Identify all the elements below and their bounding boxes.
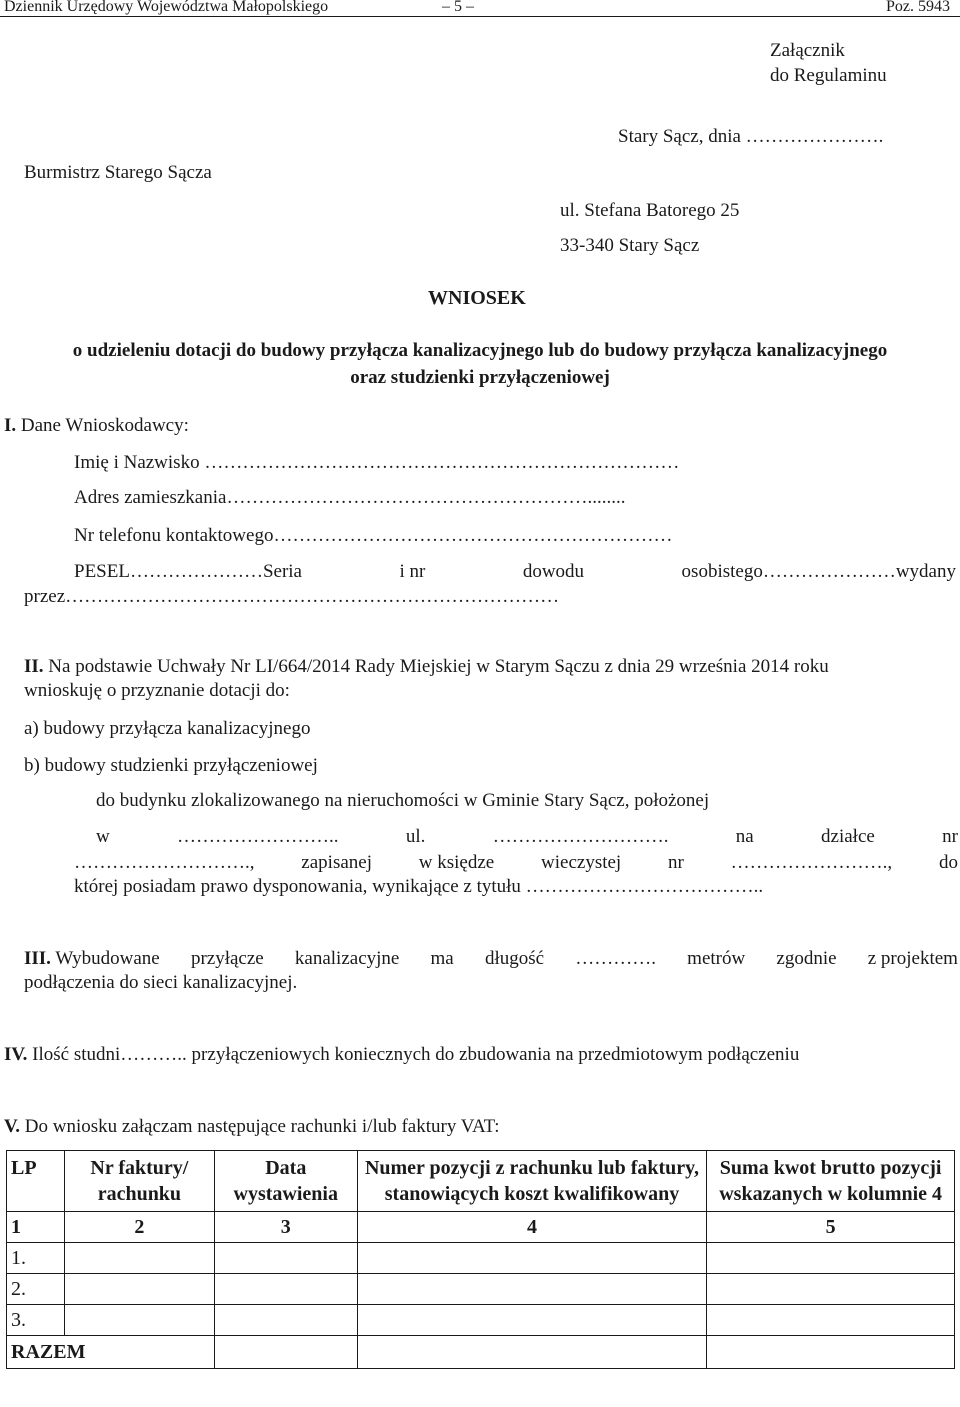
addressee-name: Burmistrz Starego Sącza [24, 162, 212, 183]
place-date-field: Stary Sącz, dnia …………………. [618, 126, 884, 147]
land-register-line [74, 852, 958, 874]
plot-number-field: ………………………., [74, 852, 255, 873]
section-1-number: I. [4, 415, 17, 436]
section-3-number: III. [24, 948, 51, 969]
location-text: nr [942, 826, 958, 847]
table-cell [357, 1305, 707, 1336]
section-2-line1 [24, 656, 956, 678]
location-text: ul. [405, 826, 426, 847]
section-3-line1 [24, 948, 958, 970]
land-register-text: zapisanej [301, 852, 372, 873]
column-number: 1 [7, 1212, 65, 1243]
table-cell [707, 1243, 955, 1274]
section-3-text: kanalizacyjne [294, 948, 400, 969]
option-a: a) budowy przyłącza kanalizacyjnego [24, 718, 311, 739]
table-cell [707, 1305, 955, 1336]
location-text: działce [821, 826, 875, 847]
building-location-text: do budynku zlokalizowanego na nieruchomości w Gminie Stary Sącz, położonej [96, 790, 710, 811]
table-cell [214, 1336, 357, 1369]
column-number: 3 [214, 1212, 357, 1243]
table-total-row [7, 1336, 955, 1369]
addressee-street: ul. Stefana Batorego 25 [560, 200, 740, 221]
section-3-line2: podłączenia do sieci kanalizacyjnej. [24, 972, 298, 993]
section-2-number: II. [24, 656, 44, 677]
table-cell [214, 1274, 357, 1305]
table-cell [357, 1243, 707, 1274]
document-subtitle-line1: o udzieleniu dotacji do budowy przyłącza kanalizacyjnego lub do budowy przyłącza kanalizacyjnego [72, 340, 888, 361]
table-cell [357, 1336, 707, 1369]
id-issued-by-field: przez…………………………………………………………………… [24, 586, 560, 607]
section-2-line2: wnioskuję o przyznanie dotacji do: [24, 680, 290, 701]
column-number: 2 [64, 1212, 214, 1243]
table-cell [64, 1274, 214, 1305]
id-text: i nr [399, 561, 426, 582]
pesel-field: PESEL…………………Seria [74, 561, 302, 582]
col-header-lp: LP [7, 1151, 65, 1212]
row-number: 1. [7, 1243, 65, 1274]
table-cell [64, 1243, 214, 1274]
town-field: …………………….. [177, 826, 339, 847]
section-4-text: Ilość studni……….. przyłączeniowych koniecznych do zbudowania na przedmiotowym podłączeniu [27, 1044, 800, 1065]
land-register-text: nr [668, 852, 684, 873]
id-card-field: osobistego…………………wydany [681, 561, 956, 582]
length-field: …………. [575, 948, 656, 969]
location-line [96, 826, 958, 848]
land-register-field: ……………………., [730, 852, 893, 873]
table-cell [707, 1336, 955, 1369]
applicant-id-line [74, 561, 956, 583]
invoices-table [6, 1150, 955, 1369]
location-text: na [735, 826, 754, 847]
row-number: 2. [7, 1274, 65, 1305]
addressee-city: 33-340 Stary Sącz [560, 235, 700, 256]
section-3-text: Wybudowane [55, 948, 160, 969]
table-cell [357, 1274, 707, 1305]
table-cell [64, 1305, 214, 1336]
section-3-text: ma [430, 948, 454, 969]
section-5-text: Do wniosku załączam następujące rachunki i/lub faktury VAT: [20, 1116, 500, 1137]
row-number: 3. [7, 1305, 65, 1336]
table-cell [707, 1274, 955, 1305]
section-5 [4, 1116, 500, 1138]
section-4-number: IV. [4, 1044, 28, 1065]
applicant-address-field: Adres zamieszkania…………………………………………………........ [74, 487, 626, 508]
annex-regulation: do Regulaminu [770, 65, 887, 86]
table-row [7, 1274, 955, 1305]
section-1-heading [4, 415, 189, 437]
applicant-name-field: Imię i Nazwisko ………………………………………………………………… [74, 452, 680, 473]
location-text: w [96, 826, 110, 847]
col-header-invoice-number: Nr faktury/ rachunku [64, 1151, 214, 1212]
document-title: WNIOSEK [428, 287, 526, 309]
section-3-text: zgodnie [776, 948, 837, 969]
section-2-text: Na podstawie Uchwały Nr LI/664/2014 Rady Miejskiej w Starym Sączu z dnia 29 września 2014 roku [43, 656, 829, 677]
land-register-text: wieczystej [541, 852, 622, 873]
col-header-issue-date: Data wystawienia [214, 1151, 357, 1212]
annex-label: Załącznik [770, 40, 845, 61]
col-header-item-numbers: Numer pozycji z rachunku lub faktury, stanowiących koszt kwalifikowany [357, 1151, 707, 1212]
table-row [7, 1305, 955, 1336]
total-label: RAZEM [7, 1336, 215, 1369]
legal-title-line: której posiadam prawo dysponowania, wynikające z tytułu ……………………………….. [74, 876, 764, 897]
table-column-numbers-row [7, 1212, 955, 1243]
section-1-title: Dane Wnioskodawcy: [16, 415, 189, 436]
section-3-text: metrów [687, 948, 746, 969]
column-number: 5 [707, 1212, 955, 1243]
table-header-row [7, 1151, 955, 1212]
option-b: b) budowy studzienki przyłączeniowej [24, 755, 318, 776]
table-cell [214, 1243, 357, 1274]
journal-title: Dziennik Urzędowy Województwa Małopolskiego [4, 0, 329, 15]
id-text: dowodu [522, 561, 585, 582]
section-3-text: z projektem [867, 948, 958, 969]
land-register-text: do [938, 852, 958, 873]
table-row [7, 1243, 955, 1274]
section-5-number: V. [4, 1116, 21, 1137]
position-number: Poz. 5943 [886, 0, 950, 15]
table-cell [214, 1305, 357, 1336]
applicant-phone-field: Nr telefonu kontaktowego……………………………………………………… [74, 525, 673, 546]
document-subtitle-line2: oraz studzienki przyłączeniowej [350, 367, 610, 388]
section-3-text: długość [484, 948, 545, 969]
land-register-text: w księdze [418, 852, 495, 873]
col-header-gross-sum: Suma kwot brutto pozycji wskazanych w kolumnie 4 [707, 1151, 955, 1212]
column-number: 4 [357, 1212, 707, 1243]
street-field: ………………………. [492, 826, 669, 847]
section-4 [4, 1044, 799, 1066]
section-3-text: przyłącze [190, 948, 264, 969]
header-rule [0, 16, 960, 17]
page-number: – 5 – [442, 0, 474, 15]
